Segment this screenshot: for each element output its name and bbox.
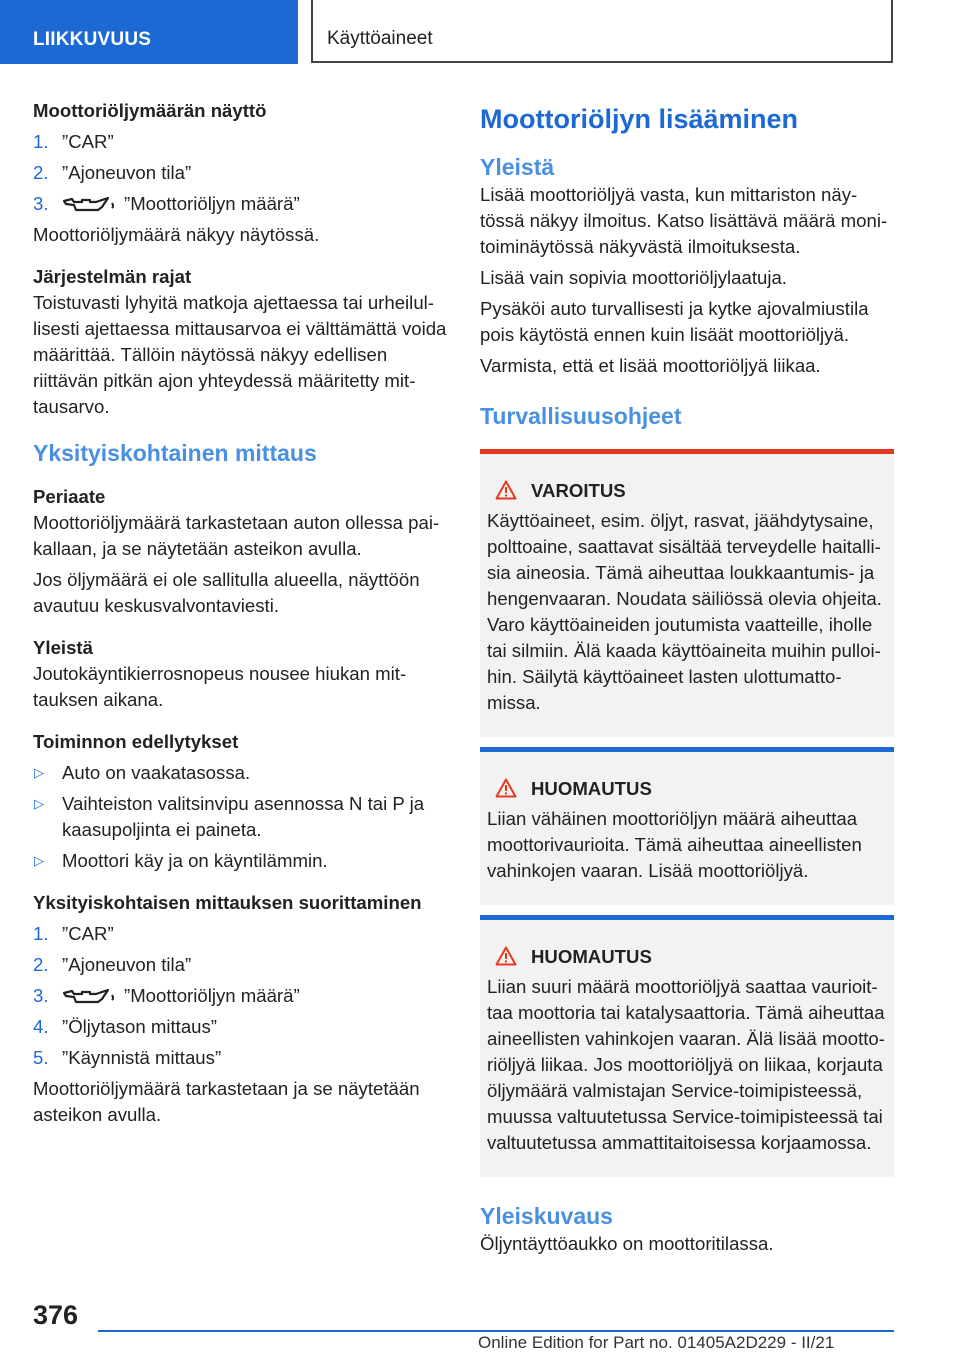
warning-text: Käyttöaineet, esim. öljyt, rasvat, jäähdytysaine, polttoaine, saattavat sisältää terveydelle haitallisia aineosia. Tämä aiheuttaa loukkaantumis- ja hengenvaaran. Noudata säiliössä olevia ohjeita. Varo käyttöaineiden joutumista vaatteille, iholle tai silmiin. Älä kaada käyttöaineita muihin pulloihin. Säilytä käyttöaineet lasten ulottumattomissa.: [487, 510, 882, 713]
safety-heading: Turvallisuusohjeet: [480, 403, 682, 429]
list-item: 1. ”CAR”: [33, 923, 114, 944]
footer-divider: [98, 1330, 894, 1332]
principle-text-2: Jos öljymäärä ei ole sallitulla alueella, näyttöön avautuu keskusvalvontaviesti.: [33, 569, 420, 616]
list-item: ▷ Moottori käy ja on käyntilämmin.: [33, 848, 453, 874]
chapter-tab[interactable]: [0, 0, 298, 64]
list-item: 5. ”Käynnistä mittaus”: [33, 1047, 222, 1068]
principle-text-1: Moottoriöljymäärä tarkastetaan auton ollessa paikallaan, ja se näytetään asteikon avulla.: [33, 512, 440, 559]
chapter-label: LIIKKUVUUS: [33, 29, 152, 50]
section-tab: [311, 0, 893, 63]
warning-triangle-icon: [495, 946, 517, 966]
overview-heading: Yleiskuvaus: [480, 1203, 613, 1229]
display-result: Moottoriöljymäärä näkyy näytössä.: [33, 224, 320, 245]
list-item: 4. ”Öljytason mittaus”: [33, 1016, 217, 1037]
general-text-4: Varmista, että et lisää moottoriöljyä liikaa.: [480, 355, 821, 376]
edition-footer: Online Edition for Part no. 01405A2D229 - II/21: [478, 1333, 835, 1352]
right-column: [480, 98, 894, 1257]
general-text-1: Lisää moottoriöljyä vasta, kun mittariston näytössä näkyy ilmoitus. Katso lisättävä määrä monitoiminäytössä näkyvästä ilmoituksesta.: [480, 184, 888, 257]
list-item: ▷ Auto on vaakatasossa.: [33, 760, 453, 786]
list-item: 2. ”Ajoneuvon tila”: [33, 162, 192, 183]
bullet-triangle-icon: ▷: [34, 796, 44, 811]
bullet-triangle-icon: ▷: [34, 853, 44, 868]
perform-result: Moottoriöljymäärä tarkastetaan ja se näytetään asteikon avulla.: [33, 1078, 420, 1125]
limits-text: Toistuvasti lyhyitä matkoja ajettaessa tai urheilullisesti ajettaessa mittausarvoa ei välttämättä voida määrittää. Tällöin näytössä näkyy edellisen riittävän pitkän ajon yhteydessä määritetty mittausarvo.: [33, 292, 447, 417]
warning-triangle-icon: [495, 480, 517, 500]
list-item: 1. ”CAR”: [33, 131, 114, 152]
requirements-list: [33, 760, 453, 874]
list-item: 2. ”Ajoneuvon tila”: [33, 954, 192, 975]
note-title-1: HUOMAUTUS: [487, 776, 887, 802]
note-text-2: Liian suuri määrä moottoriöljyä saattaa vaurioittaa moottoria tai katalysaattoria. Tämä aiheuttaa aineellisten vahinkojen vaaran. Älä lisää moottoriöljyä liikaa. Jos moottoriöljyä on liikaa, korjauta öljymäärä valmistajan Service-toimipisteessä, muussa valtuutetussa Service-toimipisteessä tai valtuutetussa ammattitaitoisessa korjaamossa.: [487, 976, 885, 1153]
oil-can-icon: [62, 987, 116, 1005]
principle-heading: Periaate: [33, 486, 106, 507]
note-text-1: Liian vähäinen moottoriöljyn määrä aiheuttaa moottorivaurioita. Tämä aiheuttaa aineellisten vahinkojen vaaran. Lisää moottoriöljyä.: [487, 808, 862, 881]
overview-text: Öljyntäyttöaukko on moottoritilassa.: [480, 1233, 774, 1254]
general-heading: Yleistä: [33, 637, 93, 658]
warning-triangle-icon: [495, 778, 517, 798]
display-steps: [33, 129, 453, 217]
list-item: 3. ”Moottoriöljyn määrä”: [33, 193, 300, 214]
perform-heading: Yksityiskohtaisen mittauksen suorittaminen: [33, 892, 422, 913]
list-item: 3. ”Moottoriöljyn määrä”: [33, 985, 300, 1006]
bullet-triangle-icon: ▷: [34, 765, 44, 780]
warning-title: VAROITUS: [487, 478, 887, 504]
oil-can-icon: [62, 195, 116, 213]
detail-heading: Yksityiskohtainen mittaus: [33, 440, 317, 466]
right-general-heading: Yleistä: [480, 154, 555, 180]
page-number: 376: [33, 1300, 79, 1330]
perform-steps: [33, 921, 453, 1071]
general-text-3: Pysäköi auto turvallisesti ja kytke ajovalmiustila pois käytöstä ennen kuin lisäät moottoriöljyä.: [480, 298, 869, 345]
note-title-2: HUOMAUTUS: [487, 944, 887, 970]
requirements-heading: Toiminnon edellytykset: [33, 731, 239, 752]
left-column: [33, 98, 453, 1128]
display-heading: Moottoriöljymäärän näyttö: [33, 100, 267, 121]
add-oil-heading: Moottoriöljyn lisääminen: [480, 104, 799, 134]
limits-heading: Järjestelmän rajat: [33, 266, 192, 287]
note-box-1: [480, 747, 894, 905]
note-box-2: [480, 915, 894, 1177]
list-item: ▷ Vaihteiston valitsinvipu asennossa N tai P ja kaasupoljinta ei paineta.: [34, 793, 425, 840]
general-text-2: Lisää vain sopivia moottoriöljylaatuja.: [480, 267, 787, 288]
general-text: Joutokäyntikierrosnopeus nousee hiukan mittauksen aikana.: [33, 663, 407, 710]
warning-box: [480, 449, 894, 737]
section-label: Käyttöaineet: [327, 28, 433, 49]
